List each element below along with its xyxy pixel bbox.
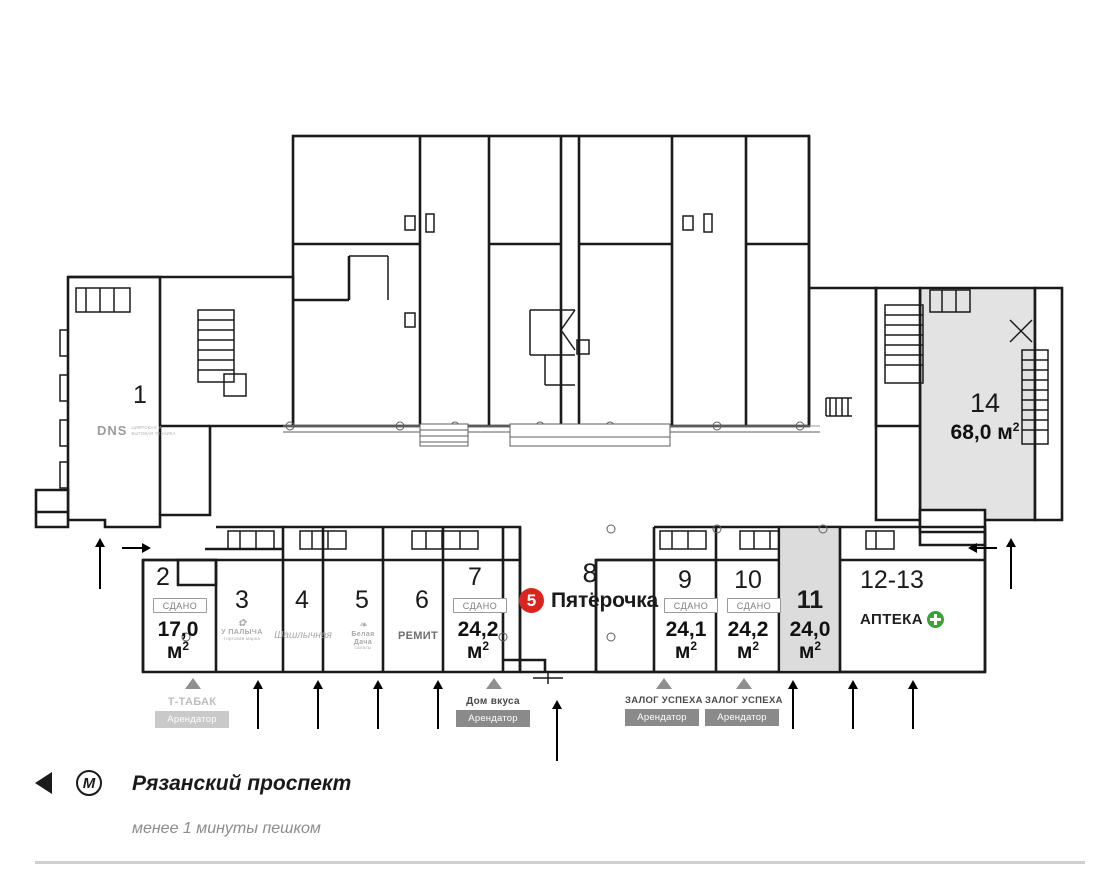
unit-label-1[interactable]: 1 bbox=[133, 381, 147, 409]
arrow-stem bbox=[317, 689, 319, 729]
unit-label-12-13[interactable]: 12-13 bbox=[860, 566, 924, 594]
unit-9-status: СДАНО bbox=[664, 598, 718, 613]
dns-logo bbox=[97, 423, 176, 438]
tenant-pointer-zalog-2 bbox=[736, 678, 752, 689]
entrance-arrow-center bbox=[552, 700, 562, 761]
unit-14-area bbox=[930, 421, 1040, 443]
unit-11-area bbox=[775, 619, 845, 662]
entrance-arrow-u13 bbox=[908, 680, 918, 729]
arrow-right-icon bbox=[142, 543, 151, 553]
unit-14-area-value: 68,0 м bbox=[950, 421, 1013, 444]
tenant-role: Арендатор bbox=[625, 709, 699, 726]
arrow-up-icon bbox=[848, 680, 858, 689]
upalycha-line2: торговая марка bbox=[223, 635, 261, 641]
shashlychnaya-logo bbox=[272, 630, 334, 641]
walk-time-label: менее 1 минуты пешком bbox=[132, 820, 321, 837]
arrow-up-icon bbox=[253, 680, 263, 689]
arrow-up-icon bbox=[1006, 538, 1016, 547]
tenant-brand: Дом вкуса bbox=[466, 696, 520, 707]
tenant-role: Арендатор bbox=[456, 710, 530, 727]
tenant-card-t-tabak[interactable] bbox=[155, 692, 229, 728]
pyaterochka-name: Пятёрочка bbox=[551, 588, 659, 612]
upalycha-logo bbox=[213, 618, 271, 642]
arrow-left-icon bbox=[968, 543, 977, 553]
unit-label-9[interactable]: 9 bbox=[678, 566, 692, 594]
entrance-arrow-u5 bbox=[373, 680, 383, 729]
back-arrow-icon bbox=[35, 772, 52, 794]
unit-2-status: СДАНО bbox=[153, 598, 207, 613]
unit-10-area-sup: 2 bbox=[752, 639, 760, 653]
arrow-up-icon bbox=[433, 680, 443, 689]
arrow-stem bbox=[556, 709, 558, 761]
metro-station-name[interactable]: Рязанский проспект bbox=[132, 772, 352, 795]
apteka-logo bbox=[860, 611, 944, 628]
tenant-brand: ЗАЛОГ УСПЕХА bbox=[705, 695, 783, 706]
arrow-stem bbox=[122, 547, 142, 549]
dns-logo-text: DNS bbox=[97, 423, 128, 438]
unit-label-2[interactable]: 2 bbox=[156, 563, 170, 591]
unit-7-area-sup: 2 bbox=[482, 639, 490, 653]
tenant-card-zalog-uspeha-1[interactable] bbox=[625, 692, 703, 726]
tenant-role: Арендатор bbox=[705, 709, 779, 726]
entrance-arrow-right-side bbox=[968, 543, 997, 553]
tenant-pointer-zalog-1 bbox=[656, 678, 672, 689]
unit-label-6[interactable]: 6 bbox=[415, 586, 429, 614]
arrow-up-icon bbox=[313, 680, 323, 689]
remit-logo: РЕМИТ bbox=[398, 630, 438, 642]
unit-2-area bbox=[143, 619, 213, 662]
unit-2-area-unit: м bbox=[166, 640, 183, 663]
apteka-name: АПТЕКА bbox=[860, 611, 923, 628]
entrance-arrow-u6 bbox=[433, 680, 443, 729]
unit-11-area-value: 24,0 bbox=[789, 618, 831, 641]
arrow-up-icon bbox=[788, 680, 798, 689]
unit-9-area-unit: м bbox=[674, 640, 691, 663]
tenant-card-zalog-uspeha-2[interactable] bbox=[705, 692, 783, 726]
unit-10-area-unit: м bbox=[736, 640, 753, 663]
unit-label-11[interactable]: 11 bbox=[796, 586, 824, 614]
unit-7-area bbox=[443, 619, 513, 662]
unit-2-area-sup: 2 bbox=[182, 639, 190, 653]
belaya-dacha-line3: салаты bbox=[354, 645, 372, 651]
entrance-arrow-u11 bbox=[788, 680, 798, 729]
apteka-cross-icon bbox=[927, 611, 944, 628]
tenant-brand: ЗАЛОГ УСПЕХА bbox=[625, 695, 703, 706]
unit-label-14[interactable]: 14 bbox=[969, 388, 1001, 418]
arrow-stem bbox=[437, 689, 439, 729]
unit-11-area-unit: м bbox=[798, 640, 815, 663]
arrow-up-icon bbox=[373, 680, 383, 689]
unit-label-10[interactable]: 10 bbox=[734, 566, 762, 594]
arrow-stem bbox=[792, 689, 794, 729]
unit-label-4[interactable]: 4 bbox=[295, 586, 309, 614]
dns-sub-line1: ЦИФРОВАЯ И bbox=[131, 425, 162, 431]
tenant-brand: Т-ТАБАК bbox=[167, 696, 217, 708]
unit-7-status: СДАНО bbox=[453, 598, 507, 613]
belaya-dacha-line1: Белая bbox=[351, 631, 375, 638]
unit-7-area-unit: м bbox=[466, 640, 483, 663]
unit-label-7[interactable]: 7 bbox=[468, 563, 482, 591]
entrance-arrow-u4 bbox=[313, 680, 323, 729]
unit-10-area-value: 24,2 bbox=[727, 618, 769, 641]
unit-7-area-value: 24,2 bbox=[457, 618, 499, 641]
arrow-stem bbox=[99, 547, 101, 589]
unit-11-area-sup: 2 bbox=[814, 639, 822, 653]
back-button[interactable] bbox=[35, 772, 52, 794]
arrow-up-icon bbox=[552, 700, 562, 709]
entrance-arrow-left-side bbox=[122, 543, 151, 553]
pyaterochka-logo bbox=[519, 588, 658, 613]
upalycha-mark: ✿ bbox=[237, 618, 247, 629]
dns-logo-subtitle bbox=[131, 425, 175, 436]
dns-sub-line2: БЫТОВАЯ ТЕХНИКА bbox=[131, 430, 176, 436]
arrow-up-icon bbox=[95, 538, 105, 547]
belaya-dacha-line2: Дача bbox=[353, 638, 373, 646]
unit-9-area-sup: 2 bbox=[690, 639, 698, 653]
unit-9-area bbox=[651, 619, 721, 662]
unit-1-shape bbox=[36, 277, 293, 527]
unit-10-area bbox=[713, 619, 783, 662]
unit-label-8[interactable]: 8 bbox=[582, 558, 598, 588]
entrance-arrow-u12a bbox=[848, 680, 858, 729]
belaya-dacha-logo bbox=[334, 620, 392, 651]
unit-14-shape bbox=[809, 136, 1062, 545]
shashlychnaya-line1: Шашлычная bbox=[274, 630, 332, 641]
upper-core bbox=[293, 136, 809, 426]
entrance-arrow-left-wing bbox=[95, 538, 105, 589]
arrow-stem bbox=[977, 547, 997, 549]
arrow-up-icon bbox=[908, 680, 918, 689]
arrow-stem bbox=[912, 689, 914, 729]
arrow-stem bbox=[257, 689, 259, 729]
arrow-stem bbox=[1010, 547, 1012, 589]
unit-9-area-value: 24,1 bbox=[665, 618, 707, 641]
tenant-role: Арендатор bbox=[155, 711, 229, 728]
tenant-pointer-dom-vkusa bbox=[486, 678, 502, 689]
tenant-card-dom-vkusa[interactable] bbox=[456, 692, 530, 727]
arrow-stem bbox=[377, 689, 379, 729]
unit-2-area-value: 17,0 bbox=[157, 618, 199, 641]
footer-divider bbox=[35, 861, 1085, 864]
unit-label-5[interactable]: 5 bbox=[355, 586, 369, 614]
tenant-pointer-t-tabak bbox=[185, 678, 201, 689]
unit-10-status: СДАНО bbox=[727, 598, 781, 613]
entrance-arrow-u3 bbox=[253, 680, 263, 729]
unit-14-area-sup: 2 bbox=[1012, 420, 1020, 434]
arrow-stem bbox=[852, 689, 854, 729]
metro-icon: M bbox=[76, 770, 102, 796]
pyaterochka-badge: 5 bbox=[519, 588, 544, 613]
entrance-arrow-right-wing bbox=[1006, 538, 1016, 589]
belaya-dacha-mark: ❧ bbox=[358, 620, 368, 631]
atrium-corridor bbox=[283, 422, 820, 446]
upalycha-line1: У ПАЛЫЧА bbox=[221, 629, 263, 636]
unit-label-3[interactable]: 3 bbox=[235, 586, 249, 614]
